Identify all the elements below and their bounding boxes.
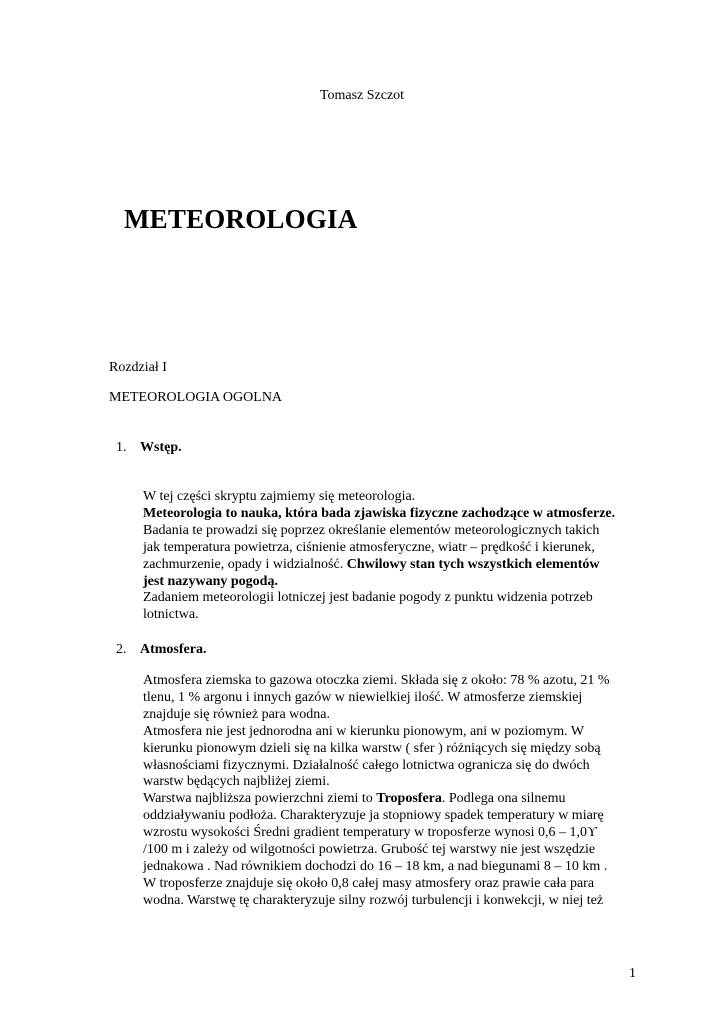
paragraph-line (143, 607, 643, 624)
text-run: Zadaniem meteorologii lotniczej jest badanie pogody z punktu widzenia potrzeb (143, 590, 593, 606)
paragraph-line (143, 690, 643, 707)
section-1-heading: Wstęp. (140, 440, 182, 455)
text-run: Atmosfera ziemska to gazowa otoczka ziemi. Składa się z około: 78 % azotu, 21 % (143, 673, 610, 688)
paragraph-line (143, 590, 643, 607)
text-run: znajduje się również para wodna. (143, 706, 330, 722)
paragraph-line (143, 506, 643, 523)
text-run: lotnictwa. (143, 607, 199, 623)
text-run: jak temperatura powietrza, ciśnienie atmosferyczne, wiatr – prędkość i kierunek, (143, 539, 595, 555)
paragraph-line (143, 842, 643, 859)
paragraph-line (143, 791, 643, 808)
text-run: wodna. Warstwę tę charakteryzuje silny rozwój turbulencji i konwekcji, w niej też (143, 892, 604, 908)
paragraph-line (143, 893, 643, 910)
paragraph-line (143, 673, 643, 690)
text-run: Badania te prowadzi się poprzez określanie elementów meteorologicznych takich (143, 522, 600, 538)
paragraph-line (143, 489, 643, 506)
text-run: W tej części skryptu zajmiemy się meteorologia. (143, 489, 416, 504)
paragraph-line (143, 523, 643, 540)
text-run: Atmosfera nie jest jednorodna ani w kierunku pionowym, ani w poziomym. W (143, 723, 585, 739)
text-run: kierunku pionowym dzieli się na kilka warstw ( sfer ) różniących się między sobą (143, 740, 601, 756)
paragraph-line (143, 574, 643, 591)
text-run: jednakowa . Nad równikiem dochodzi do 16 – 18 km, a nad biegunami 8 – 10 km . (143, 858, 608, 874)
bold-text: Meteorologia to nauka, która bada zjawiska fizyczne zachodzące w atmosferze. (143, 505, 616, 521)
section-title: METEOROLOGIA OGOLNA (109, 390, 283, 405)
paragraph-line (143, 876, 643, 893)
paragraph-line (143, 825, 643, 842)
document-title: METEOROLOGIA (124, 204, 358, 234)
bold-text: jest nazywany pogodą. (143, 573, 278, 589)
text-run: Warstwa najbliższa powierzchni ziemi to (143, 791, 377, 807)
paragraph-line (143, 741, 643, 758)
page-number: 1 (629, 966, 636, 981)
text-run: warstw będących najbliżej ziemi. (143, 774, 330, 790)
section-1-number: 1. (116, 440, 127, 455)
section-2-paragraph (143, 673, 643, 910)
paragraph-line (143, 859, 643, 876)
text-run: /100 m i zależy od wilgotności powietrza. Grubość tej warstwy nie jest wszędzie (143, 842, 596, 858)
paragraph-line (143, 540, 643, 557)
text-run: tlenu, 1 % argonu i innych gazów w niewielkiej ilość. W atmosferze ziemskiej (143, 689, 583, 705)
bold-text: Troposfera (376, 791, 442, 807)
text-run: własnościami fizycznymi. Działalność całego lotnictwa ogranicza się do dwóch (143, 757, 590, 773)
text-run: W troposferze znajduje się około 0,8 całej masy atmosfery oraz prawie cała para (143, 875, 595, 891)
author-name: Tomasz Szczot (319, 88, 405, 103)
chapter-label: Rozdział I (109, 360, 167, 375)
text-run: oddziaływaniu podłoża. Charakteryzuje ja stopniowy spadek temperatury w miarę (143, 808, 604, 824)
paragraph-line (143, 724, 643, 741)
section-1-paragraph (143, 489, 643, 624)
bold-text: Chwilowy stan tych wszystkich elementów (346, 556, 600, 572)
paragraph-line (143, 758, 643, 775)
paragraph-line (143, 774, 643, 791)
paragraph-line (143, 808, 643, 825)
section-2-heading: Atmosfera. (140, 642, 207, 657)
paragraph-line (143, 557, 643, 574)
paragraph-line (143, 707, 643, 724)
text-run: zachmurzenie, opady i widzialność. (143, 556, 347, 572)
text-run: wzrostu wysokości Średni gradient temperatury w troposferze wynosi 0,6 – 1,0ϒ (143, 825, 598, 841)
section-2-number: 2. (116, 642, 127, 657)
text-run: . Podlega ona silnemu (441, 791, 566, 807)
